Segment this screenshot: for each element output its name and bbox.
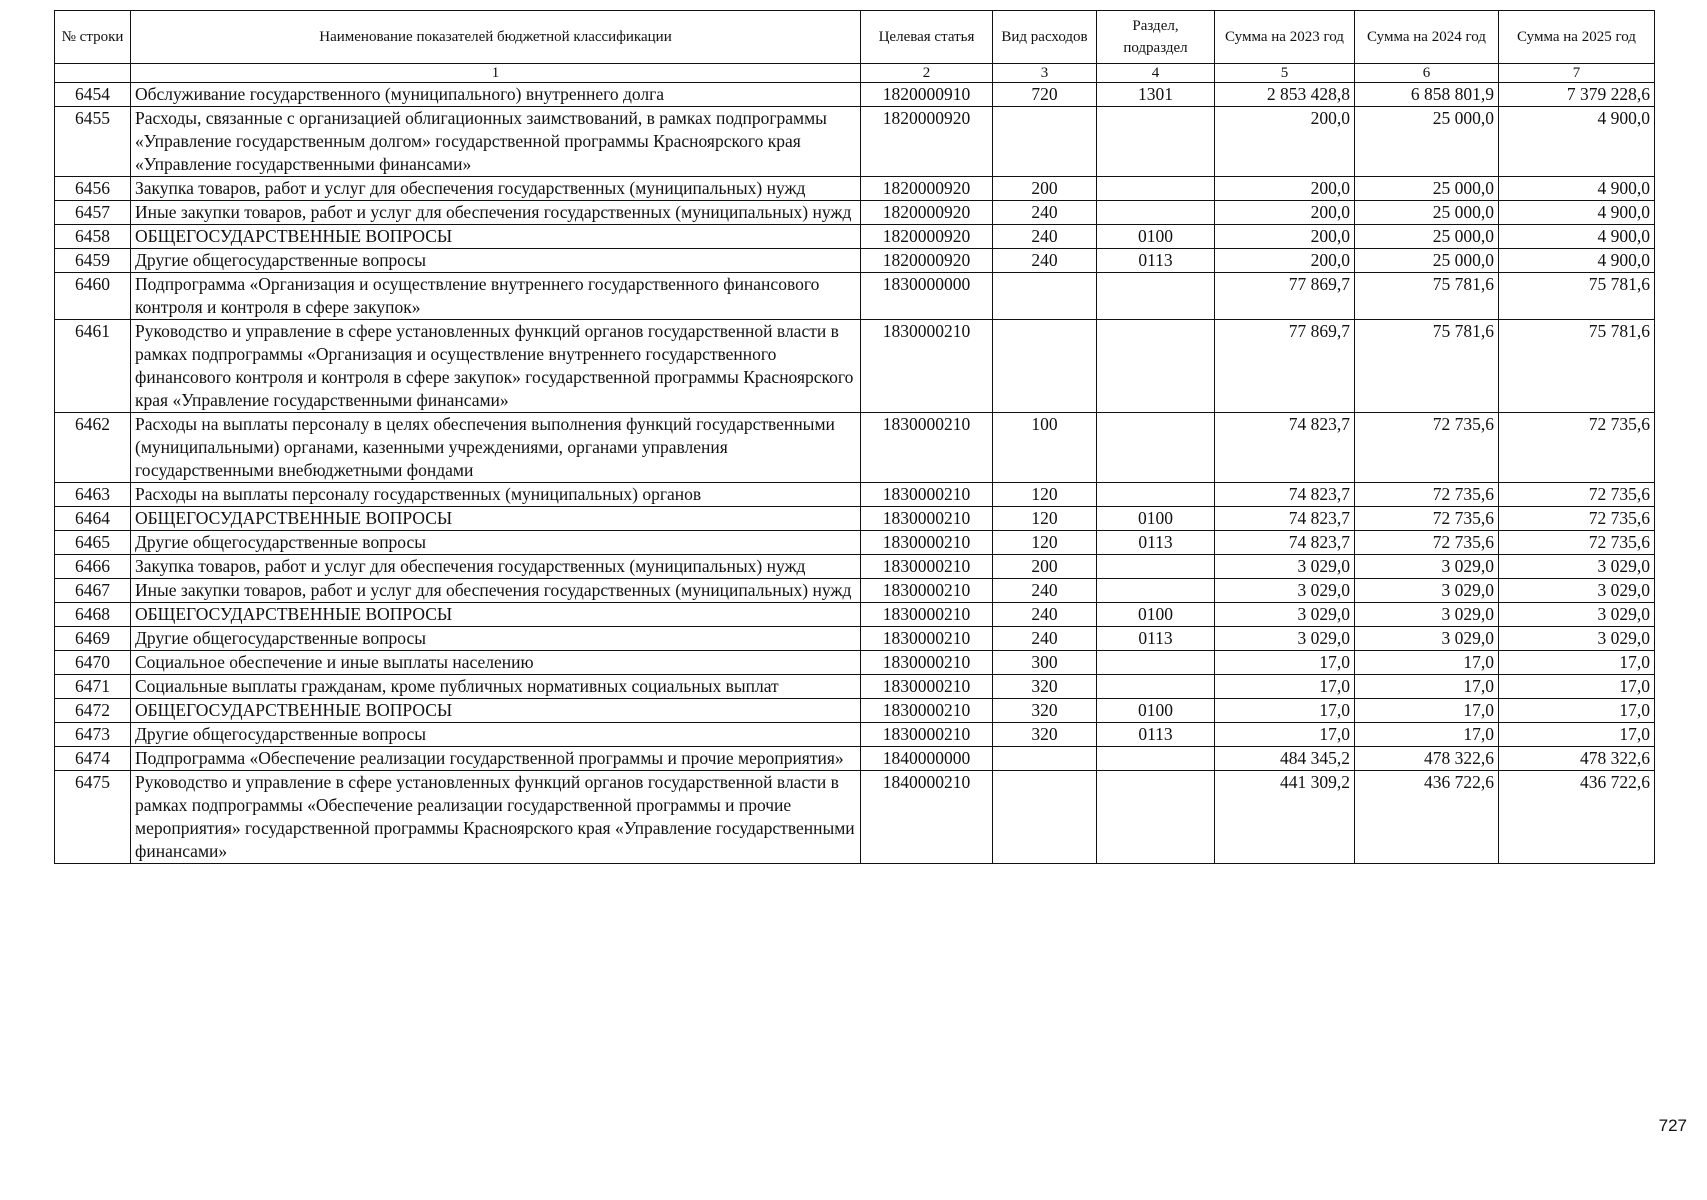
row-name: Подпрограмма «Организация и осуществление внутреннего государственного финансового контроля и контроля в сфере закупок» [131, 273, 861, 320]
row-sum-2024: 72 735,6 [1355, 413, 1499, 483]
row-sum-2023: 441 309,2 [1215, 771, 1355, 864]
row-name: Расходы на выплаты персоналу в целях обеспечения выполнения функций государственными (муниципальными) органами, казенными учреждениями, органами управления государственными внебюджетными фондами [131, 413, 861, 483]
table-row [55, 699, 1655, 723]
row-name: Закупка товаров, работ и услуг для обеспечения государственных (муниципальных) нужд [131, 177, 861, 201]
row-vid [993, 771, 1097, 864]
row-sum-2024: 17,0 [1355, 723, 1499, 747]
row-sum-2023: 200,0 [1215, 249, 1355, 273]
row-sum-2024: 72 735,6 [1355, 507, 1499, 531]
row-number: 6465 [55, 531, 131, 555]
row-vid: 240 [993, 249, 1097, 273]
column-number [55, 64, 131, 83]
row-name: Руководство и управление в сфере установленных функций органов государственной власти в рамках подпрограммы «Обеспечение реализации государственной программы и прочие мероприятия» государственной программы Красноярского края «Управление государственными финансами» [131, 771, 861, 864]
row-razdel: 0113 [1097, 531, 1215, 555]
row-name: Иные закупки товаров, работ и услуг для обеспечения государственных (муниципальных) нужд [131, 201, 861, 225]
row-target-code: 1820000920 [861, 225, 993, 249]
row-sum-2023: 200,0 [1215, 225, 1355, 249]
row-razdel [1097, 483, 1215, 507]
row-name: Расходы, связанные с организацией облигационных заимствований, в рамках подпрограммы «Управление государственным долгом» государственной программы Красноярского края «Управление государственными финансами» [131, 107, 861, 177]
row-razdel [1097, 555, 1215, 579]
row-number: 6461 [55, 320, 131, 413]
row-target-code: 1820000910 [861, 83, 993, 107]
row-sum-2023: 74 823,7 [1215, 413, 1355, 483]
row-name: Расходы на выплаты персоналу государственных (муниципальных) органов [131, 483, 861, 507]
header-vid: Вид расходов [993, 11, 1097, 64]
header-target: Целевая статья [861, 11, 993, 64]
row-sum-2024: 3 029,0 [1355, 627, 1499, 651]
row-vid: 320 [993, 699, 1097, 723]
row-target-code: 1820000920 [861, 177, 993, 201]
row-sum-2025: 72 735,6 [1499, 507, 1655, 531]
row-razdel [1097, 651, 1215, 675]
row-sum-2023: 17,0 [1215, 675, 1355, 699]
row-sum-2025: 4 900,0 [1499, 107, 1655, 177]
row-vid: 120 [993, 531, 1097, 555]
row-sum-2025: 72 735,6 [1499, 413, 1655, 483]
row-vid: 240 [993, 603, 1097, 627]
row-vid: 240 [993, 201, 1097, 225]
row-sum-2023: 74 823,7 [1215, 507, 1355, 531]
row-number: 6469 [55, 627, 131, 651]
row-sum-2024: 436 722,6 [1355, 771, 1499, 864]
row-name: ОБЩЕГОСУДАРСТВЕННЫЕ ВОПРОСЫ [131, 507, 861, 531]
row-razdel [1097, 771, 1215, 864]
row-sum-2024: 25 000,0 [1355, 225, 1499, 249]
row-sum-2024: 17,0 [1355, 651, 1499, 675]
row-sum-2024: 25 000,0 [1355, 249, 1499, 273]
column-number: 6 [1355, 64, 1499, 83]
row-number: 6460 [55, 273, 131, 320]
row-razdel [1097, 107, 1215, 177]
row-sum-2025: 4 900,0 [1499, 177, 1655, 201]
row-sum-2025: 3 029,0 [1499, 603, 1655, 627]
budget-sheet [54, 10, 1654, 864]
row-vid: 300 [993, 651, 1097, 675]
row-sum-2025: 7 379 228,6 [1499, 83, 1655, 107]
row-number: 6464 [55, 507, 131, 531]
row-name: ОБЩЕГОСУДАРСТВЕННЫЕ ВОПРОСЫ [131, 603, 861, 627]
header-sum-2024: Сумма на 2024 год [1355, 11, 1499, 64]
row-razdel: 0100 [1097, 603, 1215, 627]
row-sum-2025: 3 029,0 [1499, 579, 1655, 603]
row-vid: 320 [993, 675, 1097, 699]
page-number: 727 [1658, 1116, 1687, 1135]
row-target-code: 1830000210 [861, 531, 993, 555]
row-sum-2024: 17,0 [1355, 699, 1499, 723]
row-razdel [1097, 747, 1215, 771]
header-row [55, 11, 1655, 64]
budget-table [54, 10, 1655, 864]
row-number: 6457 [55, 201, 131, 225]
row-sum-2024: 6 858 801,9 [1355, 83, 1499, 107]
row-sum-2023: 17,0 [1215, 699, 1355, 723]
table-row [55, 579, 1655, 603]
row-sum-2023: 77 869,7 [1215, 320, 1355, 413]
row-razdel [1097, 177, 1215, 201]
row-number: 6455 [55, 107, 131, 177]
row-name: Руководство и управление в сфере установленных функций органов государственной власти в рамках подпрограммы «Организация и осуществление внутреннего государственного финансового контроля и контроля в сфере закупок» государственной программы Красноярского края «Управление государственными финансами» [131, 320, 861, 413]
table-row [55, 627, 1655, 651]
row-sum-2024: 3 029,0 [1355, 555, 1499, 579]
table-row [55, 249, 1655, 273]
row-name: ОБЩЕГОСУДАРСТВЕННЫЕ ВОПРОСЫ [131, 225, 861, 249]
row-name: Подпрограмма «Обеспечение реализации государственной программы и прочие мероприятия» [131, 747, 861, 771]
row-sum-2025: 17,0 [1499, 699, 1655, 723]
row-target-code: 1830000210 [861, 723, 993, 747]
column-number: 1 [131, 64, 861, 83]
row-name: Другие общегосударственные вопросы [131, 723, 861, 747]
row-razdel: 0100 [1097, 507, 1215, 531]
table-row [55, 177, 1655, 201]
row-target-code: 1840000000 [861, 747, 993, 771]
row-number: 6474 [55, 747, 131, 771]
row-vid [993, 107, 1097, 177]
row-target-code: 1830000210 [861, 651, 993, 675]
row-sum-2023: 200,0 [1215, 177, 1355, 201]
table-row [55, 555, 1655, 579]
row-number: 6456 [55, 177, 131, 201]
row-sum-2023: 3 029,0 [1215, 627, 1355, 651]
row-name: Закупка товаров, работ и услуг для обеспечения государственных (муниципальных) нужд [131, 555, 861, 579]
row-target-code: 1820000920 [861, 249, 993, 273]
header-row-no: № строки [55, 11, 131, 64]
column-number-row [55, 64, 1655, 83]
header-sum-2025: Сумма на 2025 год [1499, 11, 1655, 64]
row-name: Иные закупки товаров, работ и услуг для обеспечения государственных (муниципальных) нужд [131, 579, 861, 603]
row-vid: 320 [993, 723, 1097, 747]
row-name: Другие общегосударственные вопросы [131, 249, 861, 273]
row-sum-2025: 3 029,0 [1499, 627, 1655, 651]
row-vid: 120 [993, 507, 1097, 531]
row-target-code: 1830000210 [861, 627, 993, 651]
table-row [55, 225, 1655, 249]
table-row [55, 723, 1655, 747]
table-row [55, 531, 1655, 555]
row-vid [993, 273, 1097, 320]
row-number: 6458 [55, 225, 131, 249]
row-vid [993, 747, 1097, 771]
row-vid: 120 [993, 483, 1097, 507]
row-razdel [1097, 675, 1215, 699]
row-sum-2023: 200,0 [1215, 201, 1355, 225]
row-razdel [1097, 273, 1215, 320]
row-sum-2025: 4 900,0 [1499, 225, 1655, 249]
row-name: Другие общегосударственные вопросы [131, 627, 861, 651]
row-target-code: 1830000210 [861, 413, 993, 483]
table-row [55, 603, 1655, 627]
row-target-code: 1840000210 [861, 771, 993, 864]
row-razdel: 0113 [1097, 627, 1215, 651]
row-number: 6472 [55, 699, 131, 723]
table-row [55, 771, 1655, 864]
row-target-code: 1830000210 [861, 603, 993, 627]
row-sum-2024: 17,0 [1355, 675, 1499, 699]
row-name: Социальные выплаты гражданам, кроме публичных нормативных социальных выплат [131, 675, 861, 699]
row-name: Другие общегосударственные вопросы [131, 531, 861, 555]
row-target-code: 1830000210 [861, 507, 993, 531]
table-row [55, 507, 1655, 531]
row-number: 6454 [55, 83, 131, 107]
row-razdel: 0113 [1097, 249, 1215, 273]
row-target-code: 1820000920 [861, 107, 993, 177]
table-row [55, 413, 1655, 483]
row-vid: 200 [993, 555, 1097, 579]
table-row [55, 201, 1655, 225]
row-number: 6475 [55, 771, 131, 864]
row-sum-2023: 74 823,7 [1215, 531, 1355, 555]
row-razdel [1097, 413, 1215, 483]
row-sum-2025: 17,0 [1499, 723, 1655, 747]
column-number: 3 [993, 64, 1097, 83]
row-sum-2025: 72 735,6 [1499, 531, 1655, 555]
row-sum-2025: 4 900,0 [1499, 249, 1655, 273]
table-row [55, 675, 1655, 699]
row-number: 6467 [55, 579, 131, 603]
header-sum-2023: Сумма на 2023 год [1215, 11, 1355, 64]
row-sum-2025: 478 322,6 [1499, 747, 1655, 771]
row-sum-2023: 17,0 [1215, 651, 1355, 675]
row-razdel: 0100 [1097, 699, 1215, 723]
row-name: Социальное обеспечение и иные выплаты населению [131, 651, 861, 675]
row-number: 6462 [55, 413, 131, 483]
row-razdel: 0100 [1097, 225, 1215, 249]
row-number: 6463 [55, 483, 131, 507]
row-sum-2025: 72 735,6 [1499, 483, 1655, 507]
column-number: 2 [861, 64, 993, 83]
column-number: 4 [1097, 64, 1215, 83]
row-sum-2024: 75 781,6 [1355, 320, 1499, 413]
row-sum-2024: 75 781,6 [1355, 273, 1499, 320]
row-sum-2023: 74 823,7 [1215, 483, 1355, 507]
row-sum-2024: 478 322,6 [1355, 747, 1499, 771]
column-number: 5 [1215, 64, 1355, 83]
row-sum-2025: 4 900,0 [1499, 201, 1655, 225]
table-body [55, 83, 1655, 864]
row-sum-2023: 3 029,0 [1215, 579, 1355, 603]
row-vid: 240 [993, 225, 1097, 249]
row-number: 6468 [55, 603, 131, 627]
row-sum-2025: 75 781,6 [1499, 273, 1655, 320]
table-row [55, 483, 1655, 507]
row-sum-2024: 25 000,0 [1355, 201, 1499, 225]
row-sum-2024: 72 735,6 [1355, 483, 1499, 507]
row-razdel [1097, 320, 1215, 413]
row-vid [993, 320, 1097, 413]
table-row [55, 320, 1655, 413]
row-number: 6470 [55, 651, 131, 675]
row-sum-2025: 3 029,0 [1499, 555, 1655, 579]
row-sum-2023: 200,0 [1215, 107, 1355, 177]
row-sum-2023: 2 853 428,8 [1215, 83, 1355, 107]
row-target-code: 1830000000 [861, 273, 993, 320]
header-name: Наименование показателей бюджетной классификации [131, 11, 861, 64]
row-sum-2023: 3 029,0 [1215, 555, 1355, 579]
row-sum-2023: 484 345,2 [1215, 747, 1355, 771]
row-target-code: 1830000210 [861, 579, 993, 603]
row-sum-2023: 17,0 [1215, 723, 1355, 747]
row-sum-2025: 17,0 [1499, 651, 1655, 675]
row-sum-2023: 77 869,7 [1215, 273, 1355, 320]
row-target-code: 1830000210 [861, 675, 993, 699]
row-razdel: 0113 [1097, 723, 1215, 747]
row-target-code: 1830000210 [861, 483, 993, 507]
row-sum-2024: 25 000,0 [1355, 177, 1499, 201]
row-target-code: 1820000920 [861, 201, 993, 225]
row-target-code: 1830000210 [861, 699, 993, 723]
row-sum-2023: 3 029,0 [1215, 603, 1355, 627]
row-name: ОБЩЕГОСУДАРСТВЕННЫЕ ВОПРОСЫ [131, 699, 861, 723]
row-vid: 200 [993, 177, 1097, 201]
row-name: Обслуживание государственного (муниципального) внутреннего долга [131, 83, 861, 107]
row-vid: 240 [993, 627, 1097, 651]
table-row [55, 83, 1655, 107]
row-vid: 240 [993, 579, 1097, 603]
table-row [55, 273, 1655, 320]
row-number: 6471 [55, 675, 131, 699]
row-target-code: 1830000210 [861, 320, 993, 413]
row-vid: 100 [993, 413, 1097, 483]
table-row [55, 107, 1655, 177]
row-number: 6473 [55, 723, 131, 747]
row-vid: 720 [993, 83, 1097, 107]
row-sum-2025: 436 722,6 [1499, 771, 1655, 864]
row-sum-2024: 3 029,0 [1355, 603, 1499, 627]
row-razdel [1097, 201, 1215, 225]
row-sum-2024: 25 000,0 [1355, 107, 1499, 177]
row-razdel: 1301 [1097, 83, 1215, 107]
row-target-code: 1830000210 [861, 555, 993, 579]
column-number: 7 [1499, 64, 1655, 83]
row-number: 6466 [55, 555, 131, 579]
header-razdel: Раздел, подраздел [1097, 11, 1215, 64]
row-sum-2025: 75 781,6 [1499, 320, 1655, 413]
row-sum-2024: 72 735,6 [1355, 531, 1499, 555]
row-sum-2024: 3 029,0 [1355, 579, 1499, 603]
row-number: 6459 [55, 249, 131, 273]
table-row [55, 651, 1655, 675]
table-row [55, 747, 1655, 771]
row-sum-2025: 17,0 [1499, 675, 1655, 699]
row-razdel [1097, 579, 1215, 603]
